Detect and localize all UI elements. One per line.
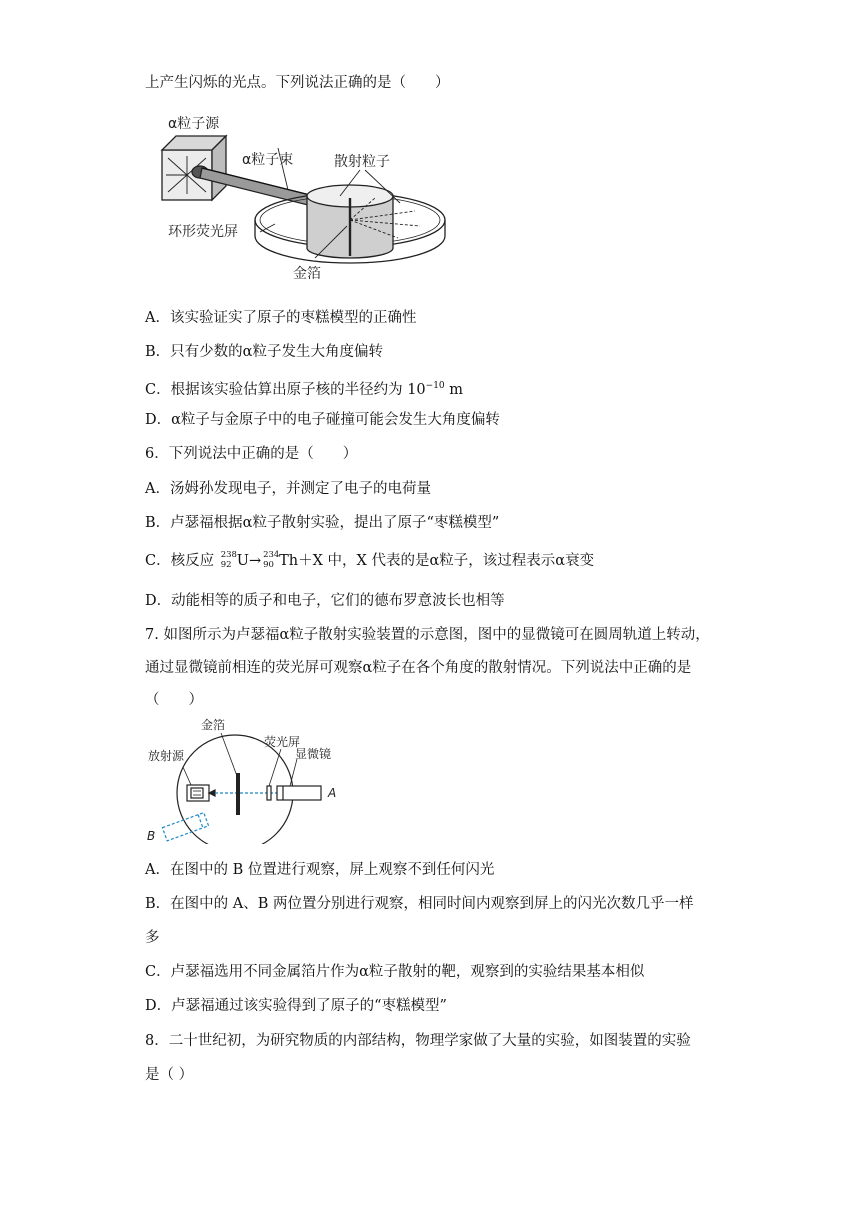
q8-stem-line-2: 是（ ） [145, 1067, 194, 1083]
thorium-atomic-number: 90 [263, 560, 274, 570]
q6-option-b: B．卢瑟福根据α粒子散射实验，提出了原子“枣糕模型” [145, 515, 500, 531]
uranium-symbol: U [236, 553, 249, 569]
fig2-label-position-a: A [328, 786, 337, 800]
uranium-atomic-number: 92 [220, 560, 232, 570]
q7-option-a: A．在图中的 B 位置进行观察，屏上观察不到任何闪光 [145, 862, 495, 878]
fig1-label-alpha-source: α粒子源 [168, 116, 220, 132]
fig2-label-source: 放射源 [148, 749, 185, 763]
uranium-mass-number: 238 [220, 550, 237, 560]
reaction-arrow: → [248, 553, 262, 569]
q7-option-c: C．卢瑟福选用不同金属箔片作为α粒子散射的靶，观察到的实验结果基本相似 [145, 964, 645, 980]
thorium-mass-number: 234 [263, 550, 280, 560]
fig1-label-foil: 金箔 [293, 266, 321, 282]
q5-option-c [145, 376, 463, 400]
q6-option-a: A．汤姆孙发现电子，并测定了电子的电荷量 [145, 481, 431, 497]
q5-option-c-unit: m [444, 381, 464, 398]
uranium-nuclide-indices [219, 551, 237, 571]
alpha-scattering-apparatus-figure [150, 108, 460, 290]
rutherford-schematic-figure [145, 716, 355, 844]
q5-option-a: A．该实验证实了原子的枣糕模型的正确性 [145, 310, 417, 326]
q7-stem-line-1: 7. 如图所示为卢瑟福α粒子散射实验装置的示意图，图中的显微镜可在圆周轨道上转动， [145, 627, 710, 643]
q7-option-b-line-1: B．在图中的 A、B 两位置分别进行观察，相同时间内观察到屏上的闪光次数几乎一样 [145, 896, 694, 912]
q7-option-d: D．卢瑟福通过该实验得到了原子的“枣糕模型” [145, 998, 447, 1014]
q5-option-c-exponent: −10 [425, 381, 445, 391]
q8-stem-line-1: 8．二十世纪初，为研究物质的内部结构，物理学家做了大量的实验，如图装置的实验 [145, 1033, 691, 1049]
fig1-label-alpha-beam: α粒子束 [242, 152, 294, 168]
thorium-and-rest: Th＋X 中，X 代表的是α粒子，该过程表示α衰变 [279, 553, 595, 569]
q6-option-c [145, 551, 594, 571]
q5-option-c-text: C．根据该实验估算出原子核的半径约为 10 [145, 381, 426, 398]
q5-option-d: D．α粒子与金原子中的电子碰撞可能会发生大角度偏转 [145, 412, 500, 428]
fig2-label-position-b: B [147, 829, 156, 843]
fig2-label-screen: 荧光屏 [264, 735, 301, 749]
q6-stem: 6．下列说法中正确的是（ ） [145, 446, 358, 462]
q7-stem-line-2: 通过显微镜前相连的荧光屏可观察α粒子在各个角度的散射情况。下列说法中正确的是 [145, 660, 692, 676]
fig2-label-foil: 金箔 [201, 718, 226, 732]
fig2-label-microscope: 显微镜 [295, 747, 332, 761]
intro-line: 上产生闪烁的光点。下列说法正确的是（ ） [145, 75, 450, 91]
thorium-nuclide-indices [261, 551, 279, 571]
q7-stem-line-3: （ ） [145, 692, 203, 708]
q5-option-b: B．只有少数的α粒子发生大角度偏转 [145, 344, 383, 360]
q7-option-b-line-2: 多 [145, 930, 160, 946]
fig1-label-scattered: 散射粒子 [334, 154, 390, 170]
q6-option-d: D．动能相等的质子和电子，它们的德布罗意波长也相等 [145, 593, 505, 609]
q6-option-c-prefix: C．核反应 [145, 553, 219, 569]
fig1-label-screen: 环形荧光屏 [168, 224, 238, 240]
